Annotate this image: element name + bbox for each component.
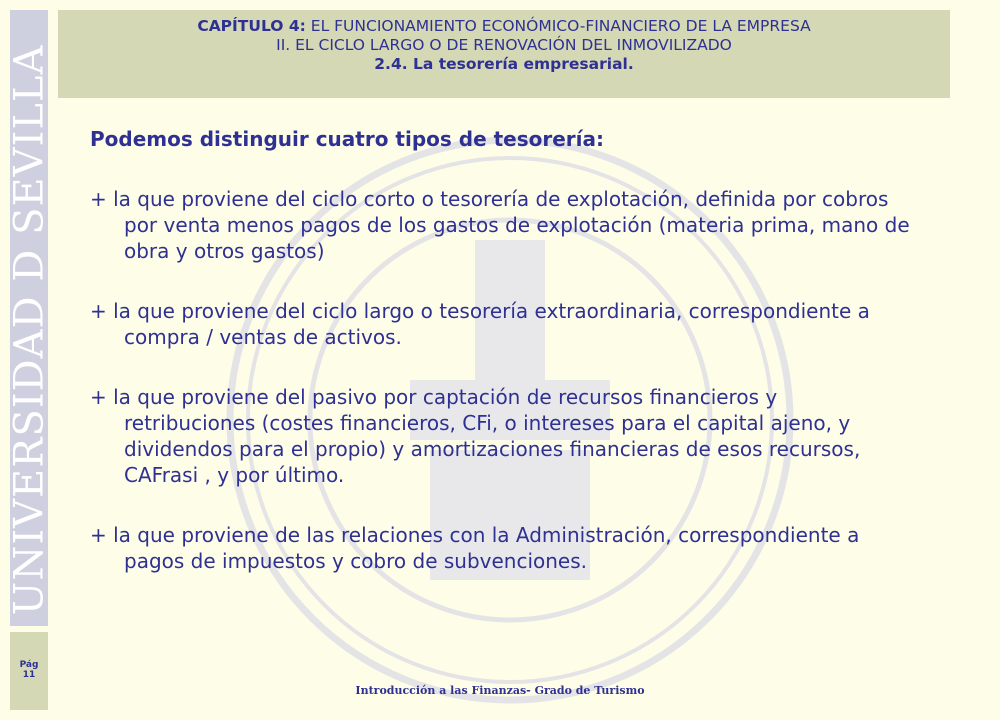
- list-item: + la que proviene de las relaciones con la Administración, correspondiente a pagos de impuestos y cobro de subvenciones.: [90, 523, 860, 573]
- course-footer: Introducción a las Finanzas- Grado de Turismo: [355, 684, 645, 697]
- chapter-number: CAPÍTULO 4:: [197, 17, 306, 35]
- chapter-line: [58, 10, 950, 36]
- chapter-header: [58, 10, 950, 98]
- body-heading: Podemos distinguir cuatro tipos de tesorería:: [90, 127, 605, 151]
- chapter-title: EL FUNCIONAMIENTO ECONÓMICO-FINANCIERO DE LA EMPRESA: [305, 17, 811, 35]
- slide-body: [90, 126, 910, 608]
- page-number: 11: [22, 670, 36, 680]
- list-item: + la que proviene del ciclo corto o tesorería de explotación, definida por cobros por venta menos pagos de los gastos de explotación (materia prima, mano de obra y otros gastos): [90, 187, 910, 263]
- section-line: II. EL CICLO LARGO O DE RENOVACIÓN DEL INMOVILIZADO: [276, 36, 732, 54]
- watermark-label: UNIVERSIDAD D SEVILLA: [6, 44, 52, 616]
- subsection-title-text: 2.4. La tesorería empresarial.: [374, 55, 634, 73]
- university-watermark: [6, 44, 52, 616]
- list-item: + la que proviene del pasivo por captación de recursos financieros y retribuciones (costes financieros, CFi, o intereses para el capital ajeno, y dividendos para el propio) y amortizaciones financieras de esos recursos, CAFrasi , y por último.: [90, 385, 861, 487]
- page-label: Pág: [19, 660, 39, 670]
- list-item: + la que proviene del ciclo largo o tesorería extraordinaria, correspondiente a compra / ventas de activos.: [90, 299, 870, 349]
- subsection-title: [58, 55, 950, 74]
- page-number-box: [10, 632, 48, 710]
